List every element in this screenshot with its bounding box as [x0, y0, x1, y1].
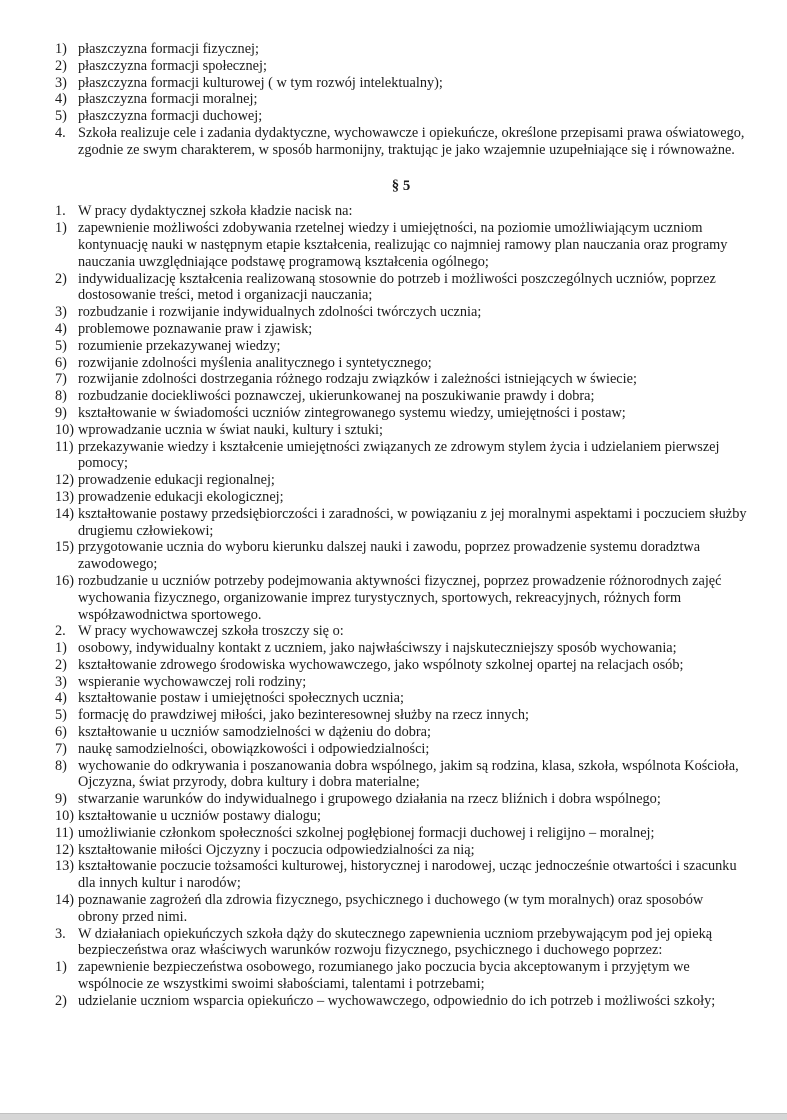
- item-text: wspieranie wychowawczej roli rodziny;: [78, 673, 307, 690]
- item-marker: 2.: [55, 623, 66, 640]
- item-marker: 4.: [55, 124, 66, 141]
- item-marker: 4): [55, 690, 67, 707]
- item-marker: 13): [55, 858, 75, 875]
- item-text: kształtowanie poczucie tożsamości kulturowej, historycznej i narodowej, ucząc jednocześnie otwartości i szacunku dla innych kultur i narodów;: [78, 858, 737, 892]
- item-marker: 4): [55, 320, 67, 337]
- item-marker: 3.: [55, 925, 66, 942]
- list-item: [55, 573, 747, 623]
- list-item: [55, 108, 747, 125]
- item-marker: 2): [55, 57, 67, 74]
- item-marker: 13): [55, 488, 75, 505]
- item-marker: 14): [55, 505, 75, 522]
- item-text: poznawanie zagrożeń dla zdrowia fizycznego, psychicznego i duchowego (w tym moralnych) oraz sposobów obrony przed nimi.: [78, 892, 704, 925]
- item-marker: 12): [55, 841, 75, 858]
- item-marker: 9): [55, 791, 67, 808]
- item-text: naukę samodzielności, obowiązkowości i odpowiedzialności;: [78, 740, 430, 757]
- item-text: problemowe poznawanie praw i zjawisk;: [78, 320, 313, 337]
- list-item: [55, 623, 747, 640]
- item-text: Szkoła realizuje cele i zadania dydaktyczne, wychowawcze i opiekuńcze, określone przepisami prawa oświatowego, zgodnie ze swym charakterem, w sposób harmonijny, traktując je jako wzajemnie uzupełniające się i równoważne.: [78, 124, 745, 158]
- item-text: przekazywanie wiedzy i kształcenie umiejętności związanych ze zdrowym stylem życia i udzielaniem pierwszej pomocy;: [78, 438, 720, 472]
- body-list: [55, 203, 747, 1009]
- list-item: [55, 304, 747, 321]
- list-item: [55, 321, 747, 338]
- item-marker: 1): [55, 41, 67, 57]
- item-marker: 6): [55, 724, 67, 741]
- intro-list: [55, 41, 747, 159]
- item-marker: 5): [55, 108, 67, 125]
- list-item: [55, 842, 747, 859]
- list-item: [55, 388, 747, 405]
- item-text: płaszczyzna formacji moralnej;: [78, 91, 258, 108]
- item-marker: 4): [55, 91, 67, 108]
- list-item: [55, 405, 747, 422]
- item-text: W działaniach opiekuńczych szkoła dąży do skutecznego zapewnienia uczniom przebywającym pod jej opieką bezpieczeństwa oraz właściwych warunków rozwoju fizycznego, psychicznego i duchowego poprzez:: [78, 925, 713, 959]
- section-heading: § 5: [391, 177, 411, 194]
- item-marker: 16): [55, 572, 75, 589]
- list-item: [55, 439, 747, 473]
- list-item: [55, 892, 747, 926]
- list-item: [55, 825, 747, 842]
- list-item: [55, 58, 747, 75]
- item-marker: 8): [55, 388, 67, 405]
- item-marker: 1.: [55, 203, 66, 220]
- list-item: [55, 355, 747, 372]
- list-item: [55, 657, 747, 674]
- item-text: kształtowanie u uczniów postawy dialogu;: [78, 808, 321, 825]
- item-text: rozbudzanie u uczniów potrzeby podejmowania aktywności fizycznej, poprzez prowadzenie różnorodnych zajęć wychowania fizycznego, organizowanie imprez turystycznych, sportowych, rekreacyjnych, różnych form współzawodnictwa sportowego.: [78, 572, 722, 623]
- list-item: [55, 690, 747, 707]
- list-item: [55, 993, 747, 1010]
- item-text: zapewnienie bezpieczeństwa osobowego, rozumianego jako poczucia bycia akceptowanym i przyjętym we wspólnocie ze wszystkimi swoimi słabościami, talentami i potrzebami;: [78, 959, 690, 993]
- item-text: udzielanie uczniom wsparcia opiekuńczo – wychowawczego, odpowiednio do ich potrzeb i możliwości szkoły;: [78, 992, 716, 1009]
- item-marker: 7): [55, 371, 67, 388]
- item-marker: 1): [55, 220, 67, 237]
- item-text: przygotowanie ucznia do wyboru kierunku dalszej nauki i zawodu, poprzez prowadzenie systemu doradztwa zawodowego;: [78, 539, 701, 573]
- item-text: wprowadzanie ucznia w świat nauki, kultury i sztuki;: [78, 421, 383, 438]
- item-text: indywidualizację kształcenia realizowaną stosownie do potrzeb i możliwości poszczególnych uczniów, poprzez dostosowanie treści, metod i organizacji nauczania;: [78, 270, 716, 304]
- item-marker: 7): [55, 740, 67, 757]
- item-text: płaszczyzna formacji fizycznej;: [78, 41, 259, 57]
- item-text: zapewnienie możliwości zdobywania rzetelnej wiedzy i umiejętności, na poziomie umożliwiającym uczniom kontynuację nauki w następnym etapie kształcenia, realizując co najmniej ramowy plan nauczania oraz programy nauczania uwzględniające podstawę programową kształcenia ogólnego;: [78, 220, 728, 270]
- item-text: rozwijanie zdolności dostrzegania różnego rodzaju związków i zależności istniejących w świecie;: [78, 371, 637, 388]
- list-item: [55, 640, 747, 657]
- list-item: [55, 75, 747, 92]
- item-marker: 2): [55, 656, 67, 673]
- item-marker: 3): [55, 304, 67, 321]
- item-marker: 2): [55, 992, 67, 1009]
- item-marker: 8): [55, 757, 67, 774]
- list-item: [55, 472, 747, 489]
- item-text: rozwijanie zdolności myślenia analitycznego i syntetycznego;: [78, 354, 432, 371]
- item-marker: 14): [55, 892, 75, 909]
- item-text: W pracy wychowawczej szkoła troszczy się o:: [78, 623, 344, 640]
- item-text: płaszczyzna formacji kulturowej ( w tym rozwój intelektualny);: [78, 74, 443, 91]
- item-marker: 1): [55, 640, 67, 657]
- list-item: [55, 203, 747, 220]
- item-text: kształtowanie miłości Ojczyzny i poczucia odpowiedzialności za nią;: [78, 841, 475, 858]
- item-marker: 3): [55, 673, 67, 690]
- list-item: [55, 758, 747, 792]
- item-text: płaszczyzna formacji społecznej;: [78, 57, 267, 74]
- list-item: [55, 91, 747, 108]
- item-text: wychowanie do odkrywania i poszanowania dobra wspólnego, jakim są rodzina, klasa, szkoła, wspólnota Kościoła, Ojczyzna, świat przyrody, dobra kultury i dobra materialne;: [78, 757, 739, 791]
- item-marker: 5): [55, 337, 67, 354]
- item-text: prowadzenie edukacji regionalnej;: [78, 472, 275, 489]
- list-item: [55, 808, 747, 825]
- item-text: kształtowanie postaw i umiejętności społecznych ucznia;: [78, 690, 404, 707]
- item-text: kształtowanie u uczniów samodzielności w dążeniu do dobra;: [78, 724, 431, 741]
- list-item: [55, 422, 747, 439]
- list-item: [55, 741, 747, 758]
- item-marker: 9): [55, 404, 67, 421]
- list-item: [55, 926, 747, 960]
- list-item: [55, 41, 747, 58]
- list-item: [55, 125, 747, 159]
- list-item: [55, 271, 747, 305]
- list-item: [55, 707, 747, 724]
- item-marker: 1): [55, 959, 67, 976]
- list-item: [55, 489, 747, 506]
- list-item: [55, 959, 747, 993]
- item-marker: 12): [55, 472, 75, 489]
- item-text: rozbudzanie i rozwijanie indywidualnych zdolności twórczych ucznia;: [78, 304, 482, 321]
- item-text: rozbudzanie dociekliwości poznawczej, ukierunkowanej na poszukiwanie prawdy i dobra;: [78, 388, 595, 405]
- item-text: formację do prawdziwej miłości, jako bezinteresownej służby na rzecz innych;: [78, 707, 529, 724]
- item-text: stwarzanie warunków do indywidualnego i grupowego działania na rzecz bliźnich i dobra wspólnego;: [78, 791, 661, 808]
- page-bottom-bar: [0, 1113, 787, 1120]
- item-text: prowadzenie edukacji ekologicznej;: [78, 488, 284, 505]
- item-text: kształtowanie postawy przedsiębiorczości i zaradności, w powiązaniu z jej moralnymi aspektami i poczuciem służby drugiemu człowiekowi;: [78, 505, 747, 539]
- item-marker: 3): [55, 74, 67, 91]
- list-item: [55, 539, 747, 573]
- item-text: płaszczyzna formacji duchowej;: [78, 108, 263, 125]
- item-marker: 11): [55, 824, 74, 841]
- item-marker: 15): [55, 539, 75, 556]
- list-item: [55, 371, 747, 388]
- item-marker: 10): [55, 808, 75, 825]
- list-item: [55, 858, 747, 892]
- item-text: umożliwianie członkom społeczności szkolnej pogłębionej formacji duchowej i religijno – moralnej;: [78, 824, 655, 841]
- item-marker: 2): [55, 270, 67, 287]
- item-marker: 10): [55, 421, 75, 438]
- item-text: kształtowanie w świadomości uczniów zintegrowanego systemu wiedzy, umiejętności i postaw;: [78, 404, 626, 421]
- item-text: W pracy dydaktycznej szkoła kładzie nacisk na:: [78, 203, 353, 220]
- item-text: kształtowanie zdrowego środowiska wychowawczego, jako wspólnoty szkolnej opartej na relacjach osób;: [78, 656, 684, 673]
- list-item: [55, 220, 747, 270]
- item-marker: 6): [55, 354, 67, 371]
- list-item: [55, 724, 747, 741]
- list-item: [55, 338, 747, 355]
- item-text: osobowy, indywidualny kontakt z uczniem, jako najwłaściwszy i najskuteczniejszy sposób wychowania;: [78, 640, 677, 657]
- list-item: [55, 791, 747, 808]
- item-text: rozumienie przekazywanej wiedzy;: [78, 337, 281, 354]
- item-marker: 11): [55, 438, 74, 455]
- list-item: [55, 674, 747, 691]
- list-item: [55, 506, 747, 540]
- item-marker: 5): [55, 707, 67, 724]
